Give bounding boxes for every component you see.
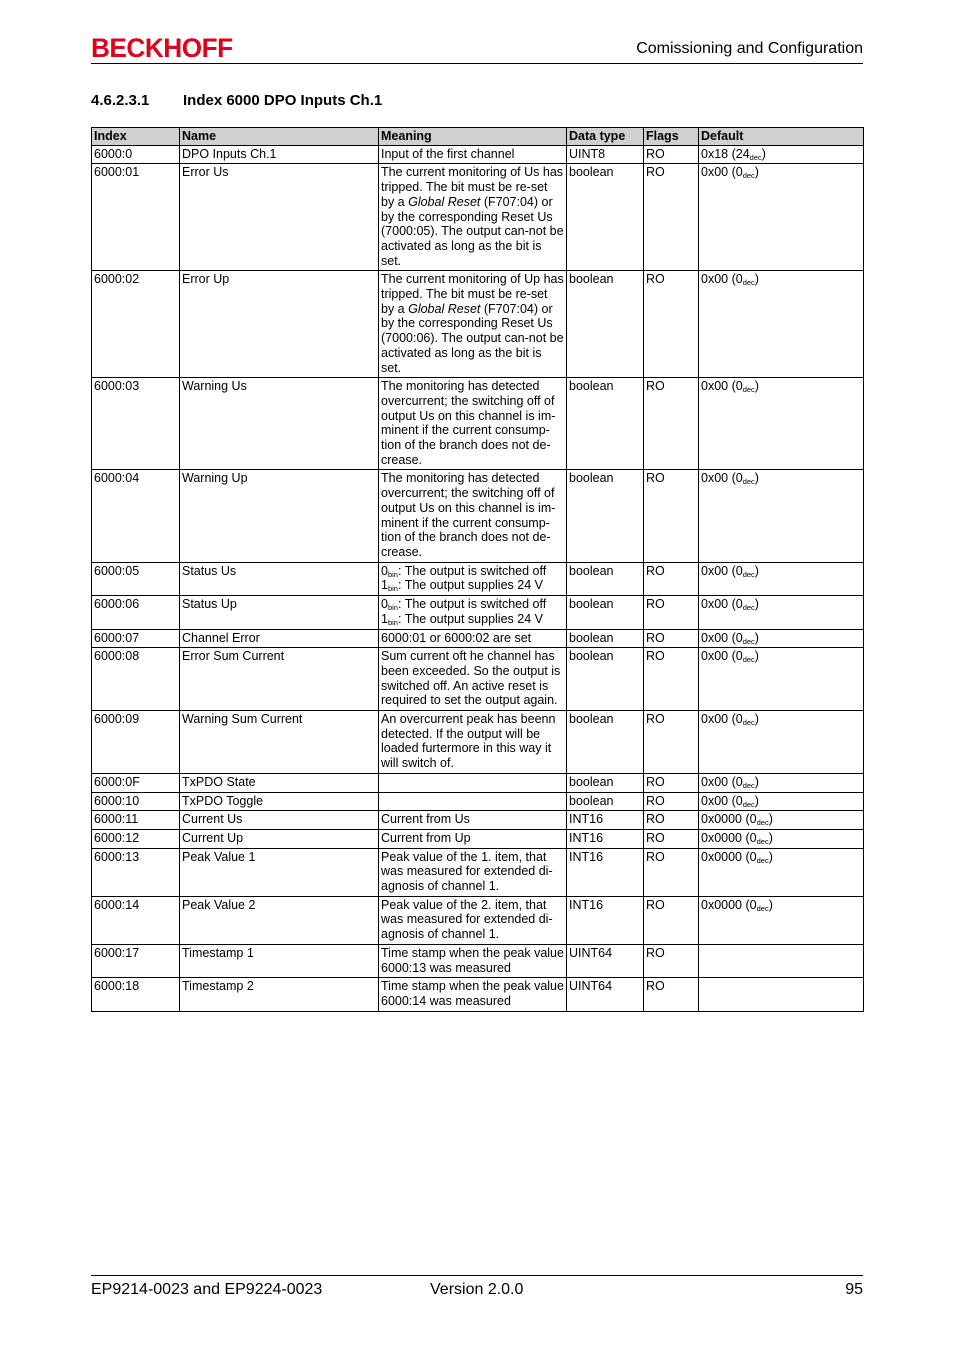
- cell-data-type: INT16: [567, 896, 644, 944]
- cell-default: 0x00 $(0_{dec})$: [699, 271, 864, 378]
- table-row: [92, 164, 864, 271]
- cell-data-type: boolean: [567, 596, 644, 629]
- cell-default: 0x00 $(0_{dec})$: [699, 596, 864, 629]
- cell-index: 6000:14: [92, 896, 180, 944]
- cell-index: 6000:04: [92, 470, 180, 562]
- cell-data-type: boolean: [567, 648, 644, 711]
- section-title: Index 6000 DPO Inputs Ch.1: [183, 92, 383, 109]
- table-row: [92, 562, 864, 595]
- cell-flags: RO: [644, 773, 699, 792]
- cell-name: TxPDO State: [180, 773, 379, 792]
- column-header-name: Name: [180, 128, 379, 146]
- cell-flags: RO: [644, 978, 699, 1011]
- cell-meaning: The monitoring has detected overcurrent; the switching off of output Us on this channel is im-minent if the current consump-tion of the branch does not de-crease.: [379, 378, 567, 470]
- cell-meaning: Time stamp when the peak value 6000:14 was measured: [379, 978, 567, 1011]
- cell-default: 0x00 $(0_{dec})$: [699, 470, 864, 562]
- cell-name: Timestamp 1: [180, 944, 379, 977]
- cell-default: 0x00 $(0_{dec})$: [699, 648, 864, 711]
- cell-data-type: boolean: [567, 378, 644, 470]
- cell-default: 0x0000 $(0_{dec})$: [699, 811, 864, 830]
- cell-flags: RO: [644, 145, 699, 164]
- column-header-meaning: Meaning: [379, 128, 567, 146]
- table-row: [92, 848, 864, 896]
- cell-flags: RO: [644, 829, 699, 848]
- cell-flags: RO: [644, 896, 699, 944]
- column-header-data-type: Data type: [567, 128, 644, 146]
- cell-meaning: Sum current oft he channel has been exceeded. So the output is switched off. An active reset is required to set the output again.: [379, 648, 567, 711]
- cell-flags: RO: [644, 378, 699, 470]
- cell-name: Warning Us: [180, 378, 379, 470]
- table-row: [92, 629, 864, 648]
- cell-data-type: boolean: [567, 164, 644, 271]
- cell-data-type: boolean: [567, 711, 644, 774]
- cell-meaning: The monitoring has detected overcurrent; the switching off of output Us on this channel is im-minent if the current consump-tion of the branch does not de-crease.: [379, 470, 567, 562]
- table-row: [92, 596, 864, 629]
- cell-data-type: UINT64: [567, 944, 644, 977]
- cell-index: 6000:11: [92, 811, 180, 830]
- cell-flags: RO: [644, 711, 699, 774]
- cell-meaning: Peak value of the 1. item, that was measured for extended di-agnosis of channel 1.: [379, 848, 567, 896]
- table-row: [92, 773, 864, 792]
- cell-name: Error Up: [180, 271, 379, 378]
- cell-name: Error Sum Current: [180, 648, 379, 711]
- cell-name: Current Up: [180, 829, 379, 848]
- cell-index: 6000:09: [92, 711, 180, 774]
- cell-index: 6000:05: [92, 562, 180, 595]
- cell-data-type: INT16: [567, 811, 644, 830]
- cell-default: 0x00 $(0_{dec})$: [699, 773, 864, 792]
- footer-divider: [91, 1275, 863, 1276]
- cell-name: DPO Inputs Ch.1: [180, 145, 379, 164]
- header-divider: [91, 63, 863, 64]
- table-row: [92, 792, 864, 811]
- cell-name: Status Up: [180, 596, 379, 629]
- object-dictionary-table: [91, 127, 864, 1012]
- cell-data-type: boolean: [567, 562, 644, 595]
- cell-index: 6000:07: [92, 629, 180, 648]
- cell-flags: RO: [644, 848, 699, 896]
- cell-flags: RO: [644, 596, 699, 629]
- cell-default: 0x00 $(0_{dec})$: [699, 629, 864, 648]
- cell-data-type: boolean: [567, 792, 644, 811]
- cell-name: Peak Value 1: [180, 848, 379, 896]
- cell-index: 6000:10: [92, 792, 180, 811]
- cell-default: 0x18 $(24_{dec})$: [699, 145, 864, 164]
- table-row: [92, 470, 864, 562]
- cell-name: Warning Up: [180, 470, 379, 562]
- cell-data-type: INT16: [567, 848, 644, 896]
- cell-default: 0x00 $(0_{dec})$: [699, 711, 864, 774]
- cell-flags: RO: [644, 562, 699, 595]
- footer-version: Version 2.0.0: [430, 1281, 524, 1298]
- cell-index: 6000:03: [92, 378, 180, 470]
- table-row: [92, 648, 864, 711]
- cell-name: Error Us: [180, 164, 379, 271]
- cell-name: Timestamp 2: [180, 978, 379, 1011]
- cell-name: Status Us: [180, 562, 379, 595]
- cell-meaning: $0_{bin}$: The output is switched off $1_{bin}$: The output supplies 24 V: [379, 596, 567, 629]
- table-row: [92, 378, 864, 470]
- cell-data-type: INT16: [567, 829, 644, 848]
- section-heading: [91, 92, 382, 109]
- cell-meaning: [379, 792, 567, 811]
- cell-meaning: An overcurrent peak has beenn detected. If the output will be loaded furtermore in this way it will switch of.: [379, 711, 567, 774]
- cell-meaning: [379, 773, 567, 792]
- cell-meaning: Current from Up: [379, 829, 567, 848]
- cell-default: 0x0000 $(0_{dec})$: [699, 896, 864, 944]
- table-row: [92, 145, 864, 164]
- table-row: [92, 896, 864, 944]
- cell-name: TxPDO Toggle: [180, 792, 379, 811]
- cell-name: Warning Sum Current: [180, 711, 379, 774]
- cell-data-type: UINT64: [567, 978, 644, 1011]
- column-header-index: Index: [92, 128, 180, 146]
- cell-index: 6000:01: [92, 164, 180, 271]
- cell-default: 0x00 $(0_{dec})$: [699, 378, 864, 470]
- footer-product: EP9214-0023 and EP9224-0023: [91, 1281, 323, 1298]
- cell-index: 6000:13: [92, 848, 180, 896]
- cell-index: 6000:12: [92, 829, 180, 848]
- cell-name: Peak Value 2: [180, 896, 379, 944]
- cell-index: 6000:08: [92, 648, 180, 711]
- cell-data-type: UINT8: [567, 145, 644, 164]
- cell-flags: RO: [644, 470, 699, 562]
- cell-default: 0x0000 $(0_{dec})$: [699, 829, 864, 848]
- cell-index: 6000:0: [92, 145, 180, 164]
- table-row: [92, 711, 864, 774]
- beckhoff-logo: BECKHOFF: [91, 33, 233, 63]
- page-number: 95: [845, 1281, 863, 1298]
- table-row: [92, 271, 864, 378]
- cell-name: Current Us: [180, 811, 379, 830]
- cell-default: 0x00 $(0_{dec})$: [699, 562, 864, 595]
- cell-meaning: Time stamp when the peak value 6000:13 was measured: [379, 944, 567, 977]
- cell-data-type: boolean: [567, 470, 644, 562]
- cell-index: 6000:02: [92, 271, 180, 378]
- cell-name: Channel Error: [180, 629, 379, 648]
- cell-meaning: 6000:01 or 6000:02 are set: [379, 629, 567, 648]
- cell-default: 0x00 $(0_{dec})$: [699, 164, 864, 271]
- cell-meaning: Current from Us: [379, 811, 567, 830]
- section-number: 4.6.2.3.1: [91, 92, 150, 109]
- table-header-row: [92, 128, 864, 146]
- table-row: [92, 944, 864, 977]
- table-row: [92, 811, 864, 830]
- table-row: [92, 829, 864, 848]
- cell-index: 6000:18: [92, 978, 180, 1011]
- cell-flags: RO: [644, 648, 699, 711]
- cell-data-type: boolean: [567, 271, 644, 378]
- table-row: [92, 978, 864, 1011]
- cell-data-type: boolean: [567, 773, 644, 792]
- cell-default: [699, 978, 864, 1011]
- cell-flags: RO: [644, 944, 699, 977]
- column-header-default: Default: [699, 128, 864, 146]
- cell-default: [699, 944, 864, 977]
- cell-meaning: $0_{bin}$: The output is switched off $1_{bin}$: The output supplies 24 V: [379, 562, 567, 595]
- cell-index: 6000:06: [92, 596, 180, 629]
- cell-flags: RO: [644, 271, 699, 378]
- cell-index: 6000:0F: [92, 773, 180, 792]
- cell-default: 0x00 $(0_{dec})$: [699, 792, 864, 811]
- cell-data-type: boolean: [567, 629, 644, 648]
- cell-flags: RO: [644, 629, 699, 648]
- cell-flags: RO: [644, 164, 699, 271]
- column-header-flags: Flags: [644, 128, 699, 146]
- cell-index: 6000:17: [92, 944, 180, 977]
- cell-flags: RO: [644, 792, 699, 811]
- cell-meaning: The current monitoring of Us has tripped. The bit must be re-set by a Global Reset (F707:04) or by the corresponding Reset Us (7000:05). The output can-not be activated as long as the bit is set.: [379, 164, 567, 271]
- cell-meaning: The current monitoring of Up has tripped. The bit must be re-set by a Global Reset (F707:04) or by the corresponding Reset Us (7000:06). The output can-not be activated as long as the bit is set.: [379, 271, 567, 378]
- cell-flags: RO: [644, 811, 699, 830]
- cell-default: 0x0000 $(0_{dec})$: [699, 848, 864, 896]
- page-header-title: Comissioning and Configuration: [636, 40, 863, 57]
- cell-meaning: Peak value of the 2. item, that was measured for extended di-agnosis of channel 1.: [379, 896, 567, 944]
- cell-meaning: Input of the first channel: [379, 145, 567, 164]
